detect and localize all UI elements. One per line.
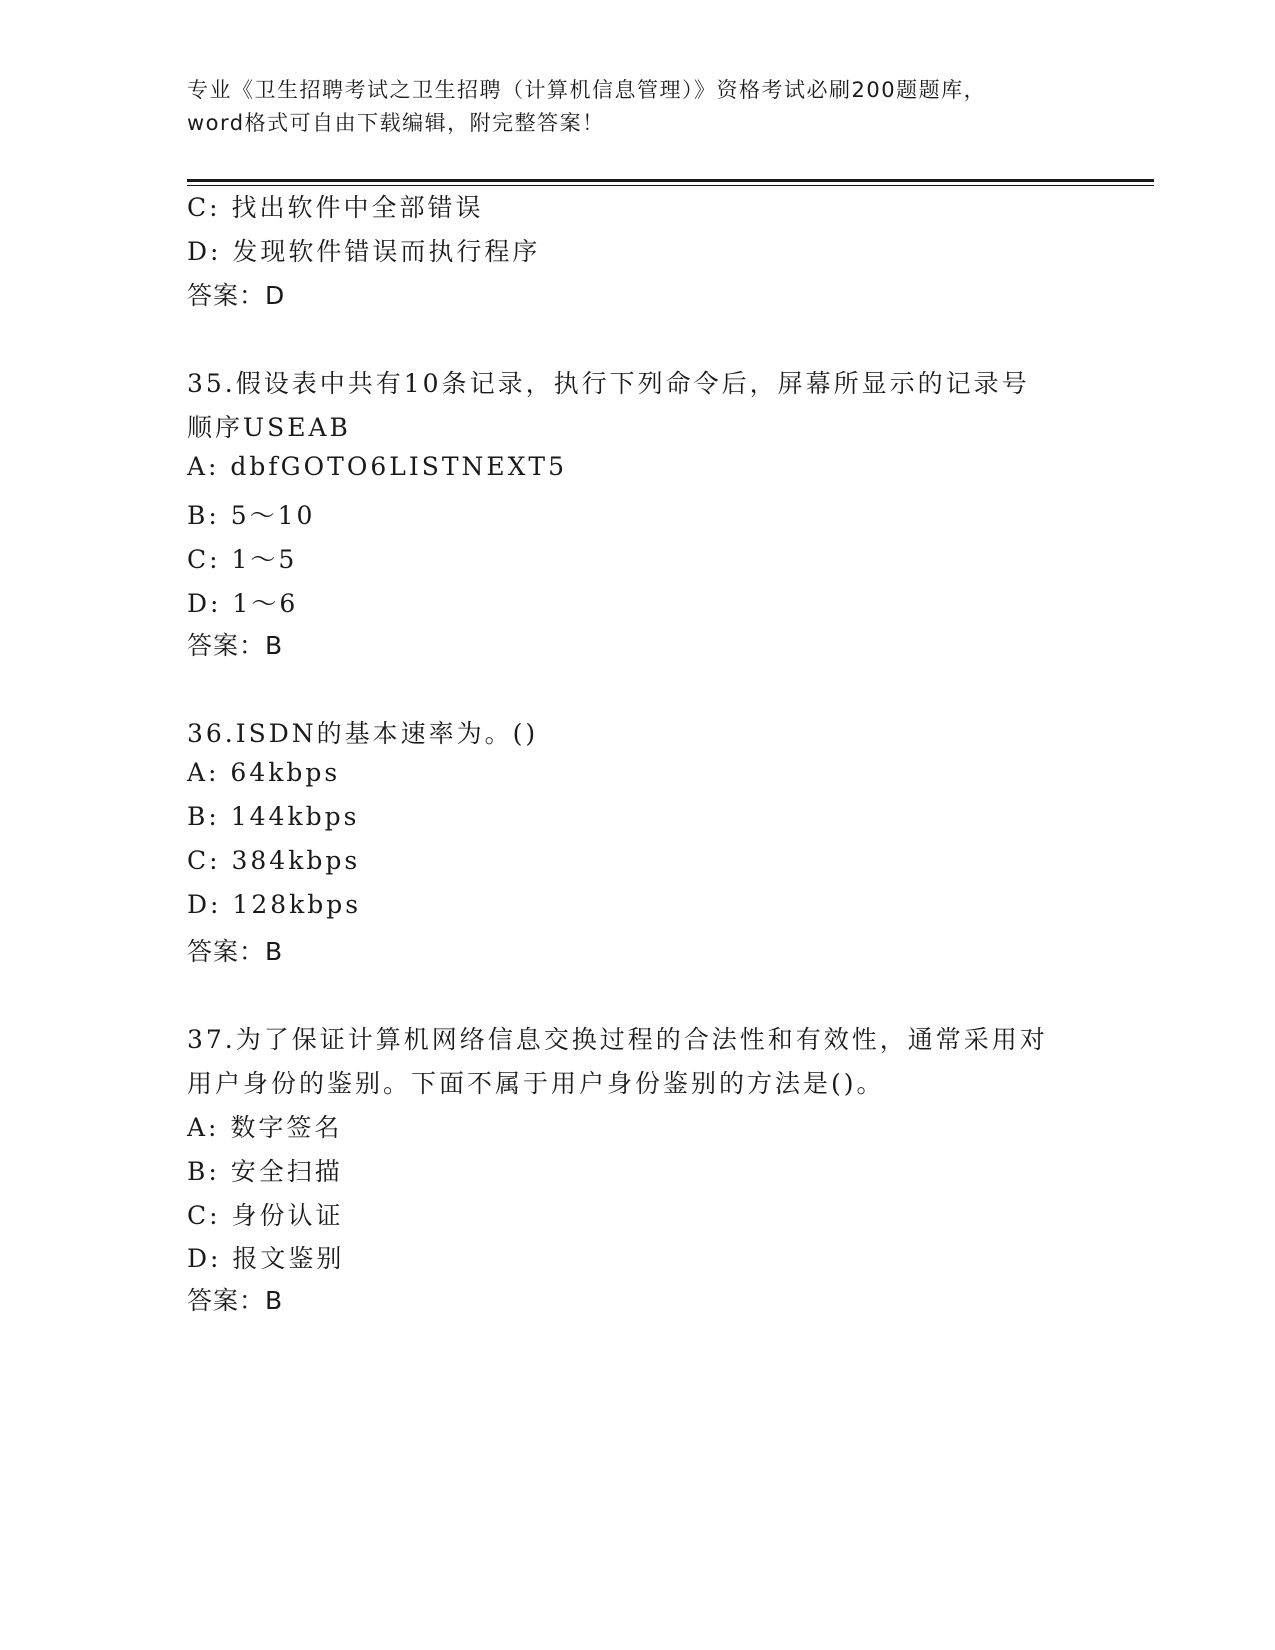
q35-answer: 答案：B <box>187 631 284 660</box>
header-rule-thick <box>187 179 1154 182</box>
q37-option-b: B: 安全扫描 <box>187 1157 343 1186</box>
q36-answer: 答案：B <box>187 937 284 966</box>
q35-option-d: D: 1～6 <box>187 589 299 618</box>
q37-option-d: D: 报文鉴别 <box>187 1244 345 1273</box>
q35-stem-line-1: 35.假设表中共有10条记录，执行下列命令后，屏幕所显示的记录号 <box>187 369 1030 398</box>
q35-option-c: C: 1～5 <box>187 545 298 574</box>
q37-stem-line-2: 用户身份的鉴别。下面不属于用户身份鉴别的方法是()。 <box>187 1069 885 1098</box>
q37-option-a: A: 数字签名 <box>187 1113 343 1142</box>
q36-stem: 36.ISDN的基本速率为。() <box>187 719 539 748</box>
q36-option-c: C: 384kbps <box>187 846 361 875</box>
q35-option-a: A: dbfGOTO6LISTNEXT5 <box>187 452 568 481</box>
q35-option-b: B: 5～10 <box>187 501 316 530</box>
header-title-line-2: word格式可自由下载编辑，附完整答案！ <box>187 111 605 135</box>
header-rule-thin <box>187 185 1154 186</box>
q36-option-a: A: 64kbps <box>187 758 341 787</box>
q37-stem-line-1: 37.为了保证计算机网络信息交换过程的合法性和有效性，通常采用对 <box>187 1025 1048 1054</box>
header-title-line-1: 专业《卫生招聘考试之卫生招聘（计算机信息管理）》资格考试必刷200题题库， <box>187 78 987 102</box>
q37-answer: 答案：B <box>187 1286 284 1315</box>
q34-answer: 答案：D <box>187 281 286 310</box>
q37-option-c: C: 身份认证 <box>187 1201 344 1230</box>
q36-option-b: B: 144kbps <box>187 802 360 831</box>
document-header <box>187 74 1087 140</box>
q35-stem-line-2: 顺序USEAB <box>187 413 351 442</box>
q34-option-d: D: 发现软件错误而执行程序 <box>187 237 541 266</box>
q34-option-c: C: 找出软件中全部错误 <box>187 193 484 222</box>
q36-option-d: D: 128kbps <box>187 890 362 919</box>
